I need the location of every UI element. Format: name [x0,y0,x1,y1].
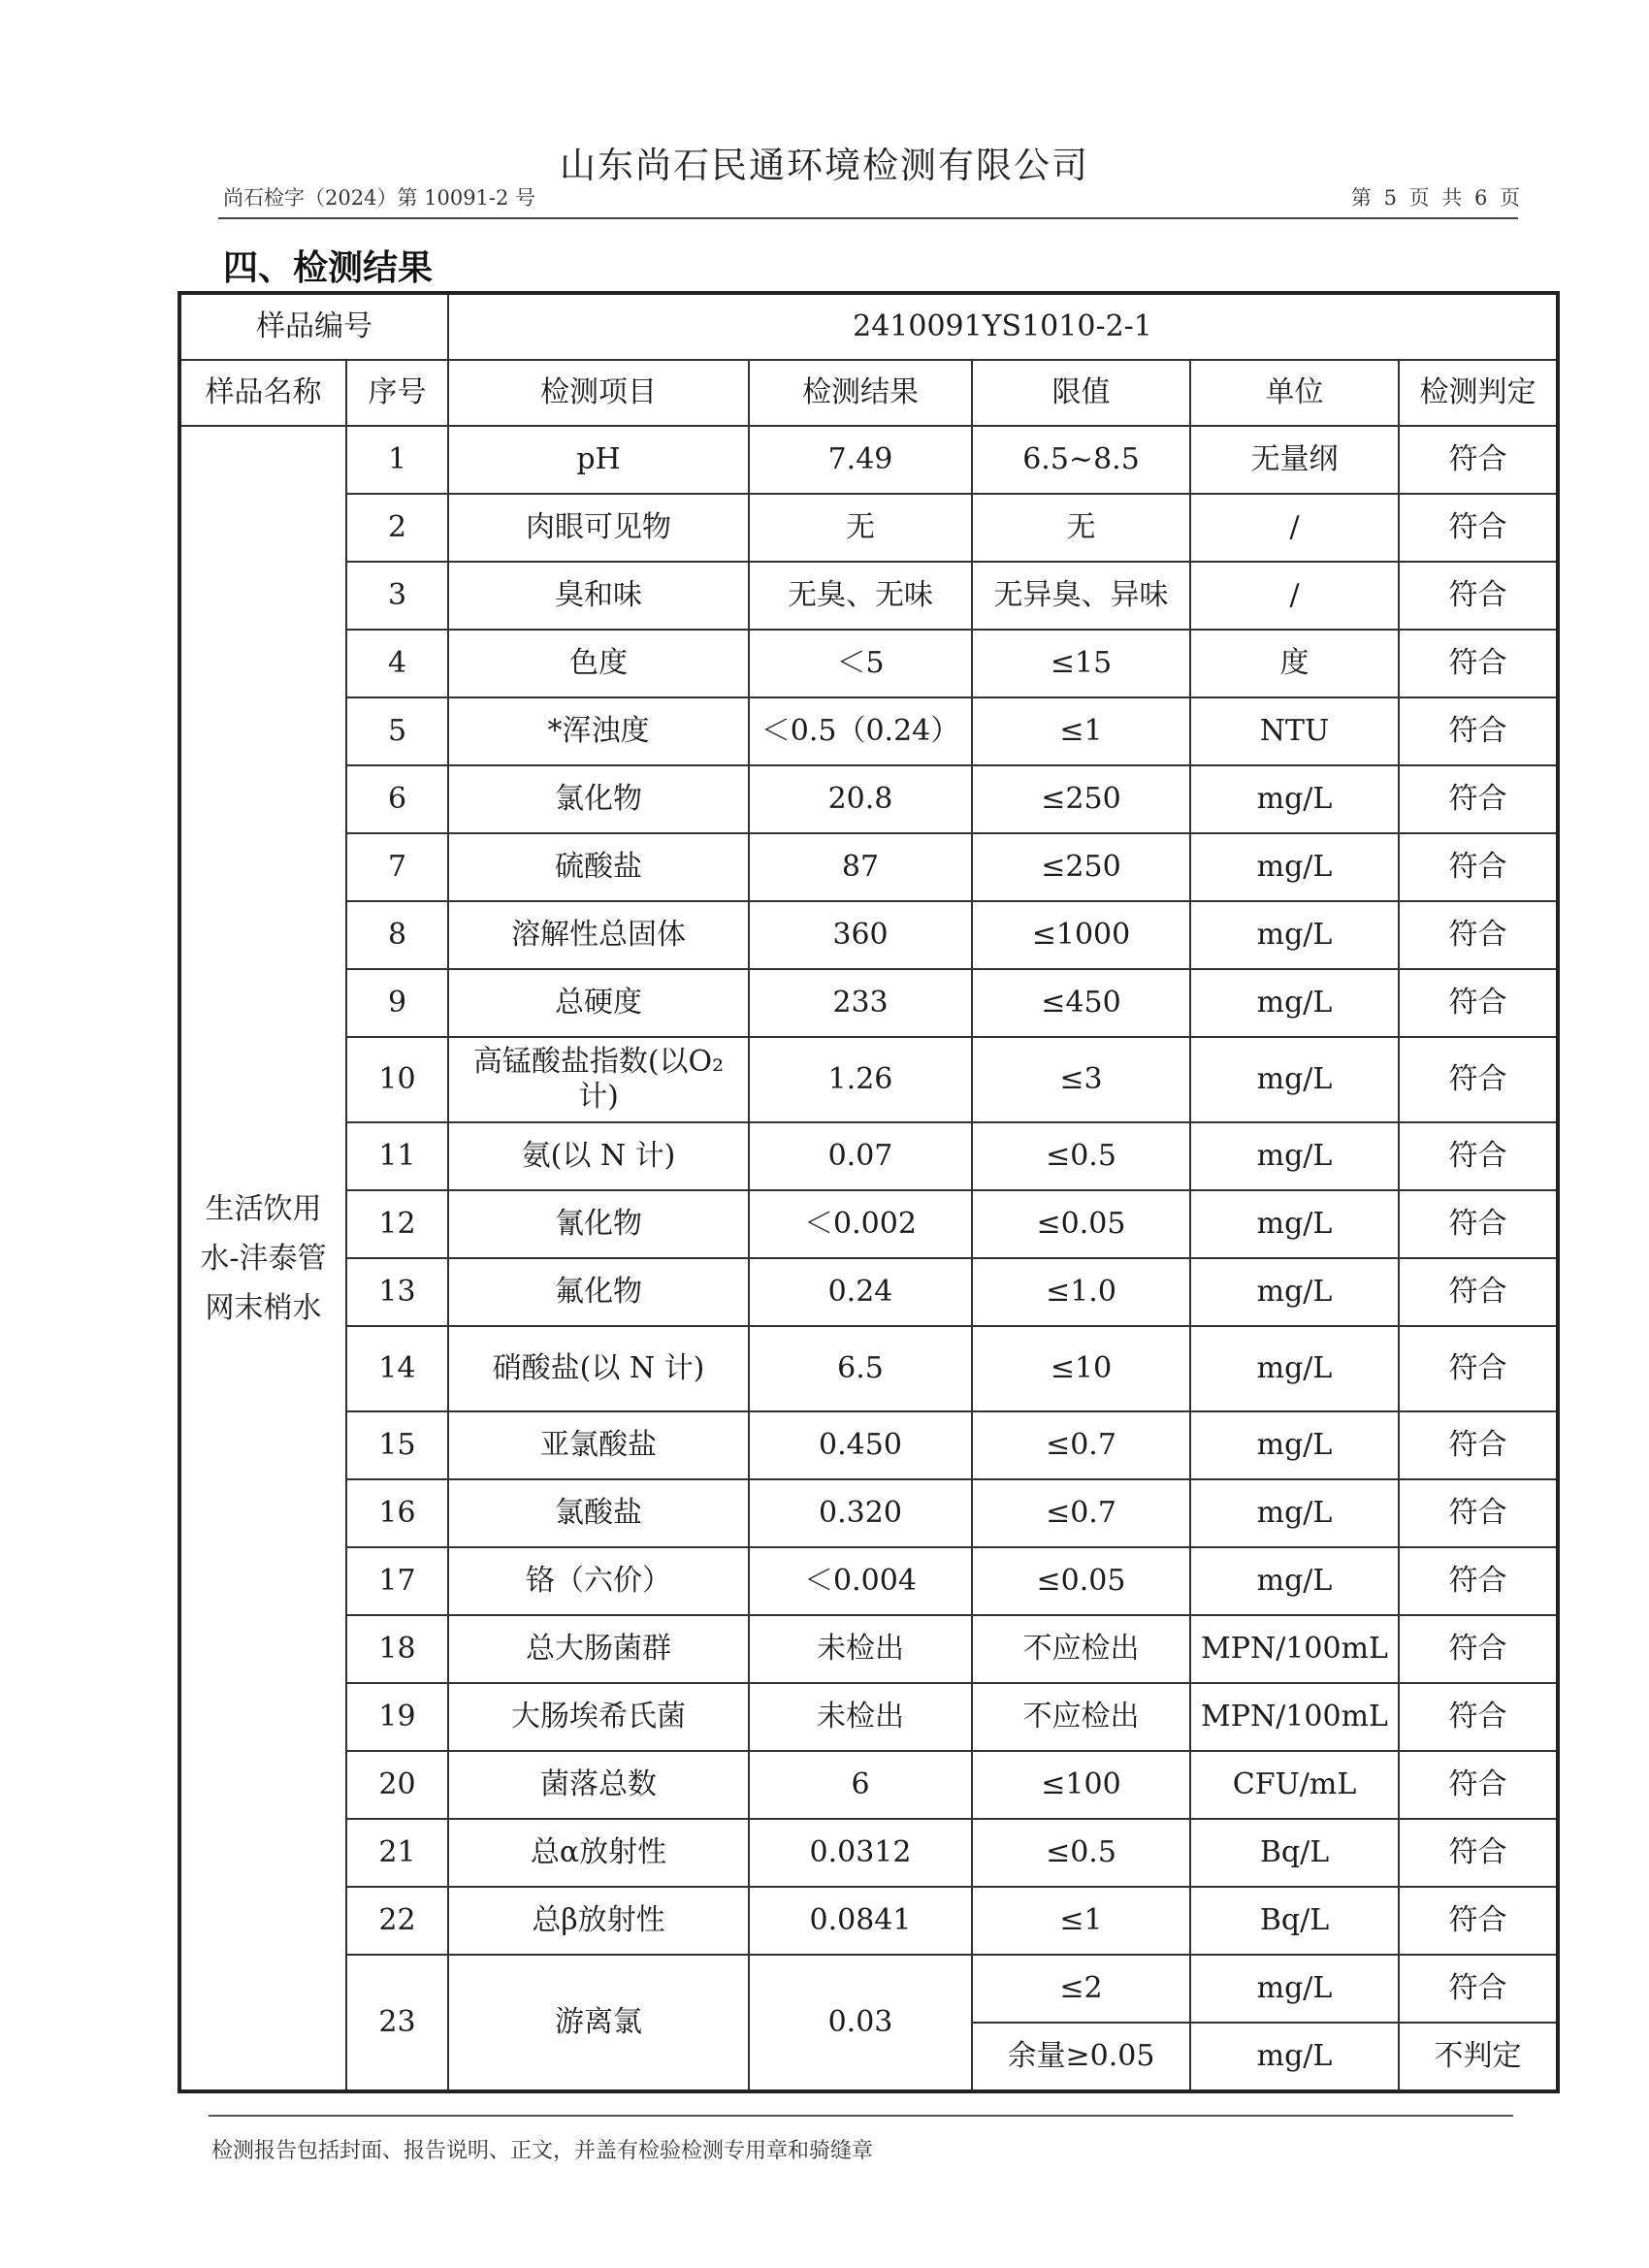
item-cell: 游离氯 [448,1955,749,2091]
table-row [179,630,1558,697]
result-cell: 0.0312 [749,1819,972,1887]
judgement-cell: 符合 [1399,1819,1558,1887]
table-row [179,1190,1558,1258]
judgement-cell: 符合 [1399,1751,1558,1819]
unit-cell: mg/L [1190,1122,1399,1190]
judgement-cell: 符合 [1399,901,1558,969]
table-row [179,697,1558,765]
sample-id-value: 2410091YS1010-2-1 [448,293,1558,360]
result-cell: ＜0.002 [749,1190,972,1258]
table-row [179,426,1558,494]
table-row [179,969,1558,1037]
unit-cell: Bq/L [1190,1887,1399,1955]
table-row [179,1751,1558,1819]
seq-cell: 10 [346,1037,448,1122]
unit-cell: Bq/L [1190,1819,1399,1887]
seq-cell: 2 [346,494,448,562]
seq-cell: 18 [346,1615,448,1683]
table-row [179,1955,1558,2023]
result-cell: 7.49 [749,426,972,494]
limit-cell: ≤450 [972,969,1190,1037]
seq-cell: 3 [346,562,448,630]
seq-cell: 12 [346,1190,448,1258]
item-cell: 氯化物 [448,765,749,833]
item-cell: 溶解性总固体 [448,901,749,969]
unit-cell: mg/L [1190,2023,1399,2091]
limit-cell: 无异臭、异味 [972,562,1190,630]
result-cell: 20.8 [749,765,972,833]
result-cell: 未检出 [749,1683,972,1751]
result-cell: 87 [749,833,972,901]
limit-cell: 无 [972,494,1190,562]
table-row [179,1411,1558,1479]
seq-cell: 14 [346,1326,448,1411]
limit-cell: 不应检出 [972,1615,1190,1683]
result-cell: 6 [749,1751,972,1819]
judgement-cell: 符合 [1399,1615,1558,1683]
table-row [179,1037,1558,1122]
sample-id-label: 样品编号 [179,293,448,360]
item-cell: 硫酸盐 [448,833,749,901]
unit-cell: MPN/100mL [1190,1683,1399,1751]
item-cell: pH [448,426,749,494]
unit-cell: / [1190,494,1399,562]
unit-cell: / [1190,562,1399,630]
header-item: 检测项目 [448,360,749,426]
limit-cell: 6.5~8.5 [972,426,1190,494]
seq-cell: 21 [346,1819,448,1887]
table-row [179,1122,1558,1190]
judgement-cell: 符合 [1399,697,1558,765]
limit-cell: ≤250 [972,765,1190,833]
table-row [179,1887,1558,1955]
header-divider [218,217,1518,219]
table-row [179,901,1558,969]
limit-cell: ≤3 [972,1037,1190,1122]
result-cell: 无 [749,494,972,562]
seq-cell: 9 [346,969,448,1037]
table-row [179,833,1558,901]
result-cell: 0.03 [749,1955,972,2091]
seq-cell: 4 [346,630,448,697]
item-cell: 高锰酸盐指数(以O₂计) [448,1037,749,1122]
result-cell: 1.26 [749,1037,972,1122]
result-cell: ＜5 [749,630,972,697]
unit-cell: mg/L [1190,833,1399,901]
result-cell: 0.0841 [749,1887,972,1955]
judgement-cell: 符合 [1399,1547,1558,1615]
judgement-cell: 符合 [1399,765,1558,833]
item-cell: 臭和味 [448,562,749,630]
page-indicator: 第 5 页 共 6 页 [1350,186,1523,210]
header-seq: 序号 [346,360,448,426]
header-limit: 限值 [972,360,1190,426]
seq-cell: 13 [346,1258,448,1326]
seq-cell: 23 [346,1955,448,2091]
table-row [179,1479,1558,1547]
seq-cell: 1 [346,426,448,494]
header-sample-name: 样品名称 [179,360,346,426]
header-unit: 单位 [1190,360,1399,426]
limit-cell: ≤0.05 [972,1547,1190,1615]
judgement-cell: 符合 [1399,1326,1558,1411]
unit-cell: CFU/mL [1190,1751,1399,1819]
unit-cell: 度 [1190,630,1399,697]
footer-note: 检测报告包括封面、报告说明、正文，并盖有检验检测专用章和骑缝章 [211,2139,874,2163]
item-cell: 铬（六价） [448,1547,749,1615]
item-cell: 氯酸盐 [448,1479,749,1547]
judgement-cell: 符合 [1399,1190,1558,1258]
result-cell: 0.320 [749,1479,972,1547]
item-cell: 总β放射性 [448,1887,749,1955]
item-cell: 氰化物 [448,1190,749,1258]
judgement-cell: 符合 [1399,1479,1558,1547]
limit-cell: 不应检出 [972,1683,1190,1751]
header-judgement: 检测判定 [1399,360,1558,426]
limit-cell: ≤0.7 [972,1479,1190,1547]
judgement-cell: 符合 [1399,1887,1558,1955]
unit-cell: mg/L [1190,1955,1399,2023]
seq-cell: 20 [346,1751,448,1819]
item-cell: 氨(以 N 计) [448,1122,749,1190]
limit-cell: ≤0.5 [972,1122,1190,1190]
seq-cell: 11 [346,1122,448,1190]
item-cell: 大肠埃希氏菌 [448,1683,749,1751]
unit-cell: mg/L [1190,1190,1399,1258]
judgement-cell: 符合 [1399,562,1558,630]
limit-cell: ≤0.5 [972,1819,1190,1887]
unit-cell: mg/L [1190,1326,1399,1411]
result-cell: ＜0.5（0.24） [749,697,972,765]
limit-cell: ≤1.0 [972,1258,1190,1326]
unit-cell: mg/L [1190,1411,1399,1479]
result-cell: 0.07 [749,1122,972,1190]
limit-cell: ≤10 [972,1326,1190,1411]
item-cell: 亚氯酸盐 [448,1411,749,1479]
seq-cell: 22 [346,1887,448,1955]
limit-cell: ≤1 [972,1887,1190,1955]
header-result: 检测结果 [749,360,972,426]
judgement-cell: 符合 [1399,1258,1558,1326]
judgement-cell: 符合 [1399,1955,1558,2023]
seq-cell: 17 [346,1547,448,1615]
result-cell: 233 [749,969,972,1037]
unit-cell: mg/L [1190,1037,1399,1122]
footer-divider [209,2115,1513,2117]
item-cell: 肉眼可见物 [448,494,749,562]
item-cell: *浑浊度 [448,697,749,765]
table-row [179,765,1558,833]
seq-cell: 5 [346,697,448,765]
item-cell: 氟化物 [448,1258,749,1326]
item-cell: 色度 [448,630,749,697]
seq-cell: 15 [346,1411,448,1479]
limit-cell: ≤0.05 [972,1190,1190,1258]
judgement-cell: 符合 [1399,630,1558,697]
seq-cell: 19 [346,1683,448,1751]
sample-name-cell: 生活饮用水-沣泰管网末梢水 [179,426,346,2091]
table-row [179,1258,1558,1326]
table-row [179,562,1558,630]
limit-cell: ≤15 [972,630,1190,697]
unit-cell: NTU [1190,697,1399,765]
unit-cell: mg/L [1190,969,1399,1037]
result-cell: ＜0.004 [749,1547,972,1615]
item-cell: 硝酸盐(以 N 计) [448,1326,749,1411]
unit-cell: mg/L [1190,1258,1399,1326]
unit-cell: mg/L [1190,765,1399,833]
judgement-cell: 符合 [1399,1683,1558,1751]
table-row [179,1819,1558,1887]
item-cell: 总大肠菌群 [448,1615,749,1683]
unit-cell: mg/L [1190,1547,1399,1615]
limit-cell: ≤2 [972,1955,1190,2023]
limit-cell: ≤250 [972,833,1190,901]
unit-cell: 无量纲 [1190,426,1399,494]
judgement-cell: 符合 [1399,1122,1558,1190]
item-cell: 总硬度 [448,969,749,1037]
results-table [178,291,1560,2093]
report-number: 尚石检字（2024）第 10091-2 号 [223,186,536,210]
sample-id-row [179,293,1558,360]
result-cell: 360 [749,901,972,969]
seq-cell: 8 [346,901,448,969]
judgement-cell: 符合 [1399,494,1558,562]
judgement-cell: 不判定 [1399,2023,1558,2091]
limit-cell: ≤0.7 [972,1411,1190,1479]
judgement-cell: 符合 [1399,426,1558,494]
result-cell: 6.5 [749,1326,972,1411]
judgement-cell: 符合 [1399,969,1558,1037]
result-cell: 0.24 [749,1258,972,1326]
result-cell: 0.450 [749,1411,972,1479]
limit-cell: ≤1 [972,697,1190,765]
unit-cell: mg/L [1190,901,1399,969]
seq-cell: 16 [346,1479,448,1547]
section-title: 四、检测结果 [223,248,434,288]
result-cell: 无臭、无味 [749,562,972,630]
judgement-cell: 符合 [1399,1411,1558,1479]
limit-cell: ≤1000 [972,901,1190,969]
unit-cell: mg/L [1190,1479,1399,1547]
company-name: 山东尚石民通环境检测有限公司 [560,145,1089,186]
table-row [179,1547,1558,1615]
table-row [179,1615,1558,1683]
limit-cell: ≤100 [972,1751,1190,1819]
item-cell: 总α放射性 [448,1819,749,1887]
judgement-cell: 符合 [1399,833,1558,901]
unit-cell: MPN/100mL [1190,1615,1399,1683]
item-cell: 菌落总数 [448,1751,749,1819]
header-row [179,360,1558,426]
table-row [179,494,1558,562]
seq-cell: 6 [346,765,448,833]
table-row [179,1326,1558,1411]
limit-cell: 余量≥0.05 [972,2023,1190,2091]
table-row [179,1683,1558,1751]
seq-cell: 7 [346,833,448,901]
judgement-cell: 符合 [1399,1037,1558,1122]
result-cell: 未检出 [749,1615,972,1683]
